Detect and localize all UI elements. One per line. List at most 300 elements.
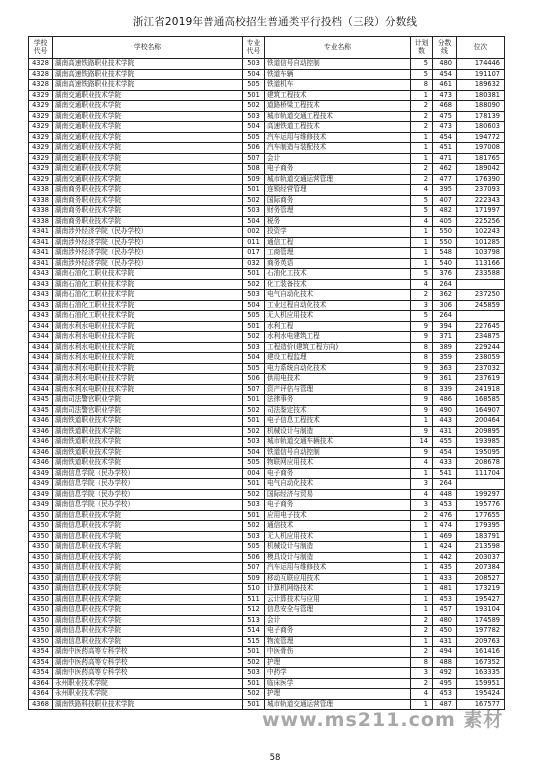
cell-rank: 237250 <box>457 290 505 301</box>
cell-rank: 237093 <box>457 185 505 196</box>
cell-plan: 1 <box>411 552 433 563</box>
cell-school-name: 湖南交通职业技术学院 <box>53 132 243 143</box>
cell-school-name: 湖南信息职业技术学院 <box>53 563 243 574</box>
cell-score: 540 <box>433 258 457 269</box>
cell-score: 442 <box>433 552 457 563</box>
cell-school-code: 4346 <box>29 437 53 448</box>
cell-score: 306 <box>433 300 457 311</box>
cell-major-code: 514 <box>243 626 265 637</box>
cell-major-name: 国际商务 <box>265 195 411 206</box>
cell-score: 474 <box>433 521 457 532</box>
cell-major-code: 507 <box>243 384 265 395</box>
cell-school-code: 4344 <box>29 384 53 395</box>
cell-major-name: 电子商务 <box>265 468 411 479</box>
cell-rank: 199297 <box>457 489 505 500</box>
cell-school-name: 湖南商务职业技术学院 <box>53 206 243 217</box>
cell-rank: 174446 <box>457 59 505 70</box>
cell-major-name: 财务管理 <box>265 206 411 217</box>
cell-major-code: 502 <box>243 657 265 668</box>
cell-major-code: 502 <box>243 279 265 290</box>
cell-major-code: 502 <box>243 332 265 343</box>
cell-rank: 164907 <box>457 405 505 416</box>
table-row <box>29 258 505 269</box>
cell-major-code: 505 <box>243 80 265 91</box>
cell-school-name: 湖南商务职业技术学院 <box>53 216 243 227</box>
cell-major-name: 高速铁道工程技术 <box>265 122 411 133</box>
cell-plan: 1 <box>411 584 433 595</box>
cell-rank: 195424 <box>457 689 505 700</box>
cell-score: 457 <box>433 605 457 616</box>
cell-school-code: 4349 <box>29 468 53 479</box>
cell-score: 264 <box>433 279 457 290</box>
cell-school-code: 4341 <box>29 237 53 248</box>
cell-rank: 197782 <box>457 626 505 637</box>
cell-score: 462 <box>433 164 457 175</box>
cell-rank: 208527 <box>457 573 505 584</box>
table-row <box>29 101 505 112</box>
cell-major-code: 503 <box>243 206 265 217</box>
cell-school-name: 湖南交通职业技术学院 <box>53 90 243 101</box>
table-row <box>29 342 505 353</box>
table-row <box>29 363 505 374</box>
table-row <box>29 531 505 542</box>
cell-plan: 1 <box>411 699 433 710</box>
cell-rank <box>457 279 505 290</box>
cell-major-name: 水利水电建筑工程 <box>265 332 411 343</box>
cell-rank: 189632 <box>457 80 505 91</box>
cell-school-name: 湖南交通职业技术学院 <box>53 101 243 112</box>
cell-school-code: 4346 <box>29 447 53 458</box>
header-plan: 计划数 <box>411 37 433 59</box>
table-row <box>29 384 505 395</box>
cell-major-name: 电气自动化技术 <box>265 479 411 490</box>
cell-school-name: 湖南水利水电职业技术学院 <box>53 332 243 343</box>
cell-rank: 113166 <box>457 258 505 269</box>
cell-school-code: 4346 <box>29 458 53 469</box>
cell-major-name: 税务 <box>265 216 411 227</box>
cell-major-name: 护理 <box>265 689 411 700</box>
cell-school-code: 4349 <box>29 479 53 490</box>
header-major-name: 专业名称 <box>265 37 411 59</box>
cell-school-code: 4343 <box>29 269 53 280</box>
cell-score: 480 <box>433 615 457 626</box>
table-row <box>29 185 505 196</box>
cell-major-name: 城市轨道交通车辆技术 <box>265 437 411 448</box>
cell-major-code: 017 <box>243 248 265 259</box>
cell-major-name: 工商管理 <box>265 248 411 259</box>
cell-school-name: 湖南交通职业技术学院 <box>53 122 243 133</box>
cell-score: 475 <box>433 111 457 122</box>
table-row <box>29 468 505 479</box>
cell-score: 435 <box>433 563 457 574</box>
cell-score: 541 <box>433 468 457 479</box>
cell-plan: 5 <box>411 206 433 217</box>
table-body <box>29 59 505 710</box>
cell-rank: 102243 <box>457 227 505 238</box>
cell-score: 264 <box>433 311 457 322</box>
cell-school-code: 4343 <box>29 311 53 322</box>
cell-plan: 1 <box>411 143 433 154</box>
cell-plan: 9 <box>411 447 433 458</box>
cell-school-code: 4350 <box>29 605 53 616</box>
cell-major-name: 移动互联应用技术 <box>265 573 411 584</box>
cell-major-name: 商务英语 <box>265 258 411 269</box>
table-row <box>29 332 505 343</box>
header-rank: 位次 <box>457 37 505 59</box>
table-row <box>29 678 505 689</box>
cell-major-code: 504 <box>243 122 265 133</box>
cell-school-name: 湖南信息职业技术学院 <box>53 521 243 532</box>
cell-school-code: 4350 <box>29 626 53 637</box>
cell-rank: 209895 <box>457 426 505 437</box>
cell-major-code: 503 <box>243 500 265 511</box>
cell-major-name: 城市轨道交通工程技术 <box>265 111 411 122</box>
table-row <box>29 668 505 679</box>
cell-plan: 2 <box>411 122 433 133</box>
cell-school-code: 4328 <box>29 69 53 80</box>
cell-school-code: 4329 <box>29 153 53 164</box>
cell-school-name: 湖南水利水电职业技术学院 <box>53 342 243 353</box>
cell-school-name: 湖南涉外经济学院（民办学校） <box>53 227 243 238</box>
cell-school-code: 4338 <box>29 195 53 206</box>
cell-rank: 237619 <box>457 374 505 385</box>
cell-rank: 103798 <box>457 248 505 259</box>
cell-plan: 5 <box>411 195 433 206</box>
cell-plan: 4 <box>411 689 433 700</box>
cell-rank: 188090 <box>457 101 505 112</box>
cell-score: 469 <box>433 531 457 542</box>
cell-plan: 1 <box>411 153 433 164</box>
cell-school-code: 4354 <box>29 668 53 679</box>
cell-score: 371 <box>433 332 457 343</box>
cell-rank <box>457 479 505 490</box>
cell-plan: 1 <box>411 573 433 584</box>
cell-major-name: 司法鉴定技术 <box>265 405 411 416</box>
admission-score-table <box>28 36 505 710</box>
cell-score: 548 <box>433 248 457 259</box>
cell-plan: 2 <box>411 510 433 521</box>
cell-major-name: 铁道信号自动控制 <box>265 59 411 70</box>
table-row <box>29 143 505 154</box>
cell-major-code: 502 <box>243 405 265 416</box>
cell-school-code: 4344 <box>29 332 53 343</box>
cell-school-name: 湖南石油化工职业技术学院 <box>53 311 243 322</box>
cell-major-code: 505 <box>243 458 265 469</box>
cell-major-name: 法律事务 <box>265 395 411 406</box>
cell-plan: 14 <box>411 437 433 448</box>
table-row <box>29 395 505 406</box>
table-header-row <box>29 37 505 59</box>
cell-school-name: 湖南司法警官职业学院 <box>53 405 243 416</box>
cell-plan: 4 <box>411 279 433 290</box>
cell-school-code: 4350 <box>29 615 53 626</box>
cell-major-code: 503 <box>243 59 265 70</box>
table-row <box>29 647 505 658</box>
table-row <box>29 80 505 91</box>
header-major-code: 专业代号 <box>243 37 265 59</box>
cell-major-name: 机械设计与制造 <box>265 426 411 437</box>
table-row <box>29 605 505 616</box>
cell-major-name: 铁道车辆 <box>265 69 411 80</box>
cell-rank: 241918 <box>457 384 505 395</box>
cell-major-name: 铁道机车 <box>265 80 411 91</box>
table-row <box>29 542 505 553</box>
page-title: 浙江省2019年普通高校招生普通类平行投档（三段）分数线 <box>132 16 418 28</box>
cell-plan: 8 <box>411 80 433 91</box>
cell-major-name: 化工装备技术 <box>265 279 411 290</box>
cell-major-name: 铁道信号自动控制 <box>265 447 411 458</box>
cell-school-name: 湖南涉外经济学院（民办学校） <box>53 237 243 248</box>
table-row <box>29 59 505 70</box>
cell-plan: 9 <box>411 405 433 416</box>
table-row <box>29 584 505 595</box>
cell-rank: 233588 <box>457 269 505 280</box>
cell-school-code: 4350 <box>29 552 53 563</box>
table-row <box>29 300 505 311</box>
cell-school-name: 湖南信息职业技术学院 <box>53 615 243 626</box>
cell-plan: 1 <box>411 248 433 259</box>
cell-school-code: 4341 <box>29 248 53 259</box>
cell-school-name: 湖南信息职业技术学院 <box>53 542 243 553</box>
table-row <box>29 657 505 668</box>
cell-major-name: 工程造价(建筑工程方向) <box>265 342 411 353</box>
cell-major-code: 503 <box>243 290 265 301</box>
cell-major-code: 511 <box>243 594 265 605</box>
cell-score: 453 <box>433 594 457 605</box>
cell-score: 487 <box>433 699 457 710</box>
cell-major-code: 501 <box>243 321 265 332</box>
cell-school-name: 湖南铁道职业技术学院 <box>53 447 243 458</box>
cell-plan: 1 <box>411 237 433 248</box>
cell-major-code: 011 <box>243 237 265 248</box>
cell-score: 488 <box>433 657 457 668</box>
cell-school-code: 4346 <box>29 426 53 437</box>
cell-school-code: 4329 <box>29 164 53 175</box>
cell-major-name: 城市轨道交通运营管理 <box>265 174 411 185</box>
cell-major-code: 505 <box>243 363 265 374</box>
cell-major-name: 中医骨伤 <box>265 647 411 658</box>
table-row <box>29 489 505 500</box>
cell-score: 431 <box>433 426 457 437</box>
cell-major-code: 502 <box>243 195 265 206</box>
cell-plan: 4 <box>411 489 433 500</box>
cell-school-code: 4341 <box>29 227 53 238</box>
cell-plan: 3 <box>411 668 433 679</box>
table-row <box>29 552 505 563</box>
cell-plan: 2 <box>411 626 433 637</box>
cell-rank: 222343 <box>457 195 505 206</box>
cell-major-code: 504 <box>243 69 265 80</box>
cell-plan: 2 <box>411 101 433 112</box>
table-row <box>29 374 505 385</box>
cell-major-name: 水利工程 <box>265 321 411 332</box>
cell-major-name: 云计算技术与应用 <box>265 594 411 605</box>
cell-school-name: 湖南中医药高等专科学校 <box>53 668 243 679</box>
cell-plan: 4 <box>411 185 433 196</box>
cell-score: 389 <box>433 342 457 353</box>
cell-major-name: 无人机应用技术 <box>265 531 411 542</box>
cell-plan: 1 <box>411 636 433 647</box>
cell-plan: 2 <box>411 615 433 626</box>
cell-rank: 209763 <box>457 636 505 647</box>
cell-plan: 9 <box>411 426 433 437</box>
cell-school-code: 4350 <box>29 573 53 584</box>
cell-score: 395 <box>433 185 457 196</box>
cell-major-name: 石油化工技术 <box>265 269 411 280</box>
cell-rank: 195776 <box>457 500 505 511</box>
cell-score: 451 <box>433 143 457 154</box>
table-row <box>29 447 505 458</box>
cell-school-name: 湖南水利水电职业技术学院 <box>53 384 243 395</box>
cell-school-name: 湖南信息职业技术学院 <box>53 584 243 595</box>
cell-school-code: 4349 <box>29 489 53 500</box>
cell-major-code: 504 <box>243 353 265 364</box>
cell-major-code: 508 <box>243 164 265 175</box>
cell-score: 448 <box>433 489 457 500</box>
cell-major-name: 资产评估与管理 <box>265 384 411 395</box>
cell-major-code: 503 <box>243 531 265 542</box>
cell-major-name: 国际经济与贸易 <box>265 489 411 500</box>
cell-major-code: 505 <box>243 311 265 322</box>
cell-rank: 178139 <box>457 111 505 122</box>
cell-score: 339 <box>433 384 457 395</box>
table-row <box>29 195 505 206</box>
table-row <box>29 279 505 290</box>
cell-rank: 197008 <box>457 143 505 154</box>
cell-rank: 168585 <box>457 395 505 406</box>
cell-score: 394 <box>433 321 457 332</box>
cell-major-name: 通信工程 <box>265 237 411 248</box>
cell-major-name: 机械设计与制造 <box>265 542 411 553</box>
cell-school-name: 湖南涉外经济学院（民办学校） <box>53 258 243 269</box>
cell-major-code: 513 <box>243 615 265 626</box>
cell-major-name: 连锁经营管理 <box>265 185 411 196</box>
cell-major-code: 501 <box>243 395 265 406</box>
table-row <box>29 321 505 332</box>
cell-major-code: 506 <box>243 552 265 563</box>
cell-score: 454 <box>433 132 457 143</box>
cell-major-code: 501 <box>243 699 265 710</box>
watermark: www.ms211.com 素材 <box>262 709 504 731</box>
cell-major-name: 通信技术 <box>265 521 411 532</box>
cell-major-name: 电力系统自动化技术 <box>265 363 411 374</box>
cell-rank: 195095 <box>457 447 505 458</box>
table-row <box>29 615 505 626</box>
cell-plan: 1 <box>411 605 433 616</box>
cell-plan: 1 <box>411 416 433 427</box>
table-row <box>29 510 505 521</box>
cell-rank: 237032 <box>457 363 505 374</box>
cell-score: 443 <box>433 416 457 427</box>
cell-major-name: 会计 <box>265 153 411 164</box>
cell-rank: 167352 <box>457 657 505 668</box>
table-row <box>29 689 505 700</box>
cell-score: 486 <box>433 395 457 406</box>
cell-rank: 193985 <box>457 437 505 448</box>
cell-score: 264 <box>433 479 457 490</box>
cell-rank <box>457 311 505 322</box>
cell-plan: 1 <box>411 227 433 238</box>
cell-school-name: 永州职业技术学院 <box>53 689 243 700</box>
cell-major-code: 506 <box>243 143 265 154</box>
cell-major-code: 032 <box>243 258 265 269</box>
cell-school-name: 湖南石油化工职业技术学院 <box>53 300 243 311</box>
cell-rank: 189042 <box>457 164 505 175</box>
cell-plan: 5 <box>411 269 433 280</box>
cell-score: 494 <box>433 647 457 658</box>
cell-score: 405 <box>433 216 457 227</box>
cell-major-name: 电子信息工程技术 <box>265 416 411 427</box>
cell-rank: 101285 <box>457 237 505 248</box>
cell-major-code: 503 <box>243 111 265 122</box>
cell-plan: 3 <box>411 500 433 511</box>
cell-plan: 1 <box>411 542 433 553</box>
table-row <box>29 132 505 143</box>
cell-score: 363 <box>433 363 457 374</box>
cell-plan: 5 <box>411 59 433 70</box>
cell-school-name: 湖南信息职业技术学院 <box>53 552 243 563</box>
cell-score: 362 <box>433 290 457 301</box>
table-row <box>29 237 505 248</box>
cell-rank: 229244 <box>457 342 505 353</box>
cell-major-name: 物流管理 <box>265 636 411 647</box>
cell-school-code: 4346 <box>29 416 53 427</box>
cell-plan: 9 <box>411 321 433 332</box>
cell-rank: 163335 <box>457 668 505 679</box>
cell-rank: 171997 <box>457 206 505 217</box>
cell-score: 476 <box>433 510 457 521</box>
cell-major-code: 506 <box>243 374 265 385</box>
cell-major-name: 应用电子技术 <box>265 510 411 521</box>
cell-plan: 2 <box>411 174 433 185</box>
cell-rank: 208678 <box>457 458 505 469</box>
table-row <box>29 206 505 217</box>
cell-major-code: 509 <box>243 573 265 584</box>
cell-score: 477 <box>433 174 457 185</box>
cell-school-name: 湖南交通职业技术学院 <box>53 111 243 122</box>
cell-school-code: 4344 <box>29 342 53 353</box>
cell-score: 433 <box>433 458 457 469</box>
table-row <box>29 626 505 637</box>
cell-school-code: 4350 <box>29 636 53 647</box>
cell-score: 431 <box>433 636 457 647</box>
cell-plan: 2 <box>411 111 433 122</box>
cell-major-code: 505 <box>243 542 265 553</box>
cell-score: 359 <box>433 353 457 364</box>
cell-major-name: 电气自动化技术 <box>265 290 411 301</box>
cell-school-name: 湖南中医药高等专科学校 <box>53 657 243 668</box>
cell-major-code: 507 <box>243 563 265 574</box>
table-row <box>29 416 505 427</box>
cell-major-code: 507 <box>243 153 265 164</box>
header-school-name: 学校名称 <box>53 37 243 59</box>
cell-rank: 179395 <box>457 521 505 532</box>
cell-school-code: 4350 <box>29 584 53 595</box>
cell-major-code: 502 <box>243 521 265 532</box>
cell-major-name: 会计 <box>265 615 411 626</box>
cell-school-name: 湖南高速铁路职业技术学院 <box>53 80 243 91</box>
cell-score: 453 <box>433 500 457 511</box>
cell-score: 376 <box>433 269 457 280</box>
cell-school-name: 永州职业技术学院 <box>53 678 243 689</box>
table-row <box>29 479 505 490</box>
table-row <box>29 174 505 185</box>
cell-major-name: 临床医学 <box>265 678 411 689</box>
cell-school-name: 湖南信息职业技术学院 <box>53 636 243 647</box>
cell-school-code: 4354 <box>29 647 53 658</box>
cell-school-name: 湖南信息职业技术学院 <box>53 573 243 584</box>
cell-rank: 238059 <box>457 353 505 364</box>
